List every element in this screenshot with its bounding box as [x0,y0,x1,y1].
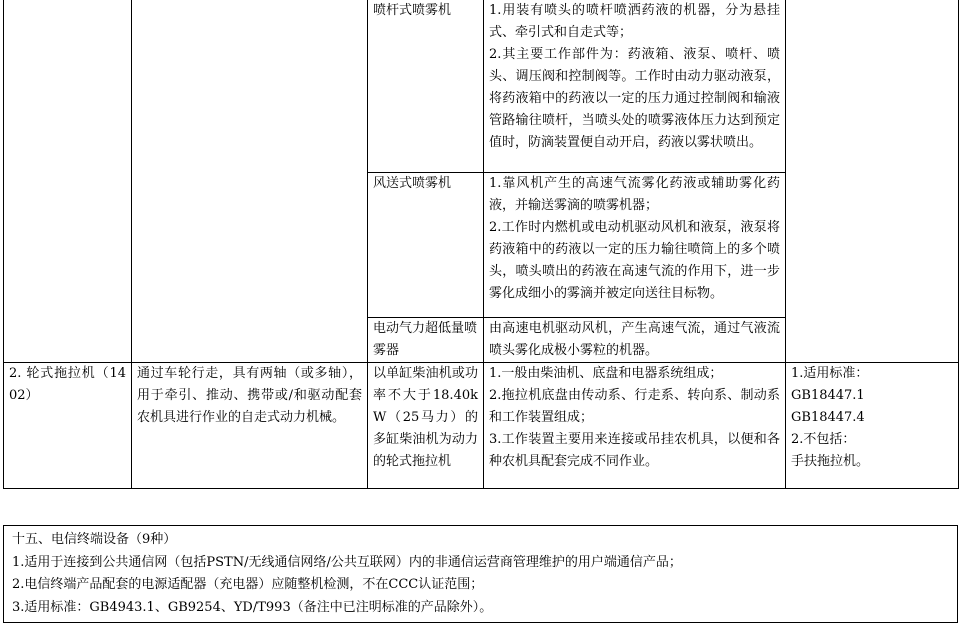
remarks-cell-empty [786,0,959,362]
section-title: 十五、电信终端设备（9种） [12,532,177,547]
description-cell [484,317,786,362]
section-note-table [3,525,958,623]
product-type: 以单缸柴油机或功率不大于18.40kW（25马力）的多缸柴油机为动力的轮式拖拉机 [373,365,478,469]
category-cell-empty [4,0,132,362]
category-name: 2. 轮式拖拉机（1402） [9,365,126,403]
section-note-cell [4,526,958,623]
definition-text: 通过车轮行走，具有两轴（或多轴），用于牵引、推动、携带或/和驱动配套农机具进行作业的自走式动力机械。 [137,365,362,425]
description-line: 1.用装有喷头的喷杆喷洒药液的机器，分为悬挂式、牵引式和自走式等； [489,3,780,40]
remark-line: 手扶拖拉机。 [791,453,870,469]
product-table [3,0,959,489]
description-line: 2.工作时内燃机或电动机驱动风机和液泵，液泵将药液箱中的药液以一定的压力输往喷筒上的多个喷头，喷头喷出的药液在高速气流的作用下，进一步雾化成细小的雾滴并被定向送往目标物。 [489,219,780,301]
remark-line: 1.适用标准： [791,365,869,381]
remark-line: GB18447.1 [791,387,865,403]
remark-line: 2.不包括： [791,431,856,447]
product-type-cell [368,0,484,172]
product-type-cell [368,317,484,362]
description-line: 2.拖拉机底盘由传动系、行走系、转向系、制动系和工作装置组成； [489,387,780,425]
category-cell [4,362,132,488]
product-type-cell [368,172,484,317]
description-cell [484,172,786,317]
product-type: 电动气力超低量喷雾器 [373,320,478,358]
description-cell [484,362,786,488]
section-line: 3.适用标准：GB4943.1、GB9254、YD/T993（备注中已注明标准的产品除外）。 [12,599,493,615]
definition-cell [132,362,368,488]
description-line: 2.其主要工作部件为：药液箱、液泵、喷杆、喷头、调压阀和控制阀等。工作时由动力驱动液泵，将药液箱中的药液以一定的压力通过控制阀和输液管路输往喷杆，当喷头处的喷雾液体压力达到预定值时，防滴装置便自动开启，药液以雾状喷出。 [489,47,780,150]
section-line: 2.电信终端产品配套的电源适配器（充电器）应随整机检测，不在CCC认证范围； [12,577,484,592]
product-type: 喷杆式喷雾机 [373,3,452,18]
table-row [4,362,959,488]
description-line: 1.一般由柴油机、底盘和电器系统组成； [489,365,723,381]
product-type-cell [368,362,484,488]
description-cell [484,0,786,172]
table-row [4,0,959,172]
table-row [4,526,958,623]
product-type: 风送式喷雾机 [373,175,452,191]
remark-line: GB18447.4 [791,409,865,425]
remarks-cell [786,362,959,488]
description-line: 由高速电机驱动风机，产生高速气流，通过气液流喷头雾化成极小雾粒的机器。 [489,320,780,358]
definition-cell-empty [132,0,368,362]
description-line: 1.靠风机产生的高速气流雾化药液或辅助雾化药液，并输送雾滴的喷雾机器； [489,175,780,213]
description-line: 3.工作装置主要用来连接或吊挂农机具，以便和各种农机具配套完成不同作业。 [489,431,780,469]
section-line: 1.适用于连接到公共通信网（包括PSTN/无线通信网络/公共互联网）内的非通信运营商管理维护的用户端通信产品； [12,554,682,570]
